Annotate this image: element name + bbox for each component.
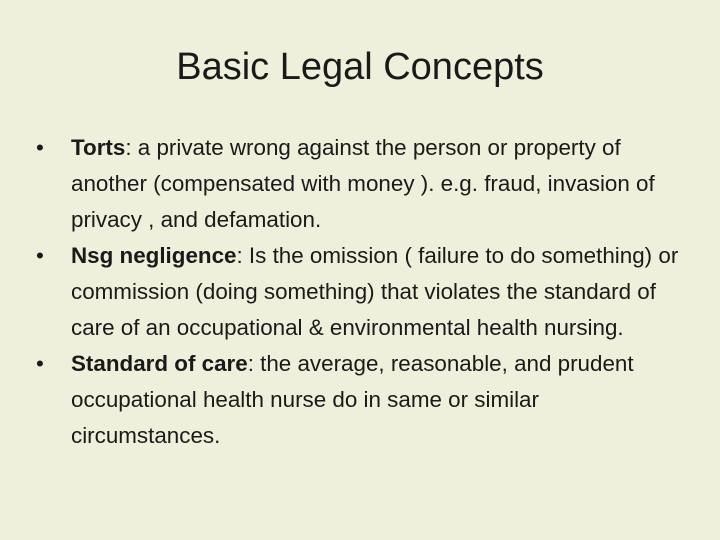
slide-title: Basic Legal Concepts [176,46,544,88]
bullet-icon: • [36,135,44,160]
bullet-icon: • [36,243,44,268]
bullet-text: : the average, reasonable, and prudent occupational health nurse do in same or similar circumstances. [71,351,634,448]
bullet-standard-of-care [36,346,686,454]
bullet-list [36,130,686,454]
bullet-term: Torts [71,135,126,160]
bullet-text: : a private wrong against the person or property of another (compensated with money ). e.g. fraud, invasion of privacy , and defamation. [71,135,655,232]
bullet-term: Nsg negligence [71,243,237,268]
bullet-torts [36,130,686,238]
bullet-term: Standard of care [71,351,248,376]
bullet-nsg-negligence [36,238,686,346]
bullet-icon: • [36,351,44,376]
bullet-text: : Is the omission ( failure to do something) or commission (doing something) that violates the standard of care of an occupational & environmental health nursing. [71,243,679,340]
